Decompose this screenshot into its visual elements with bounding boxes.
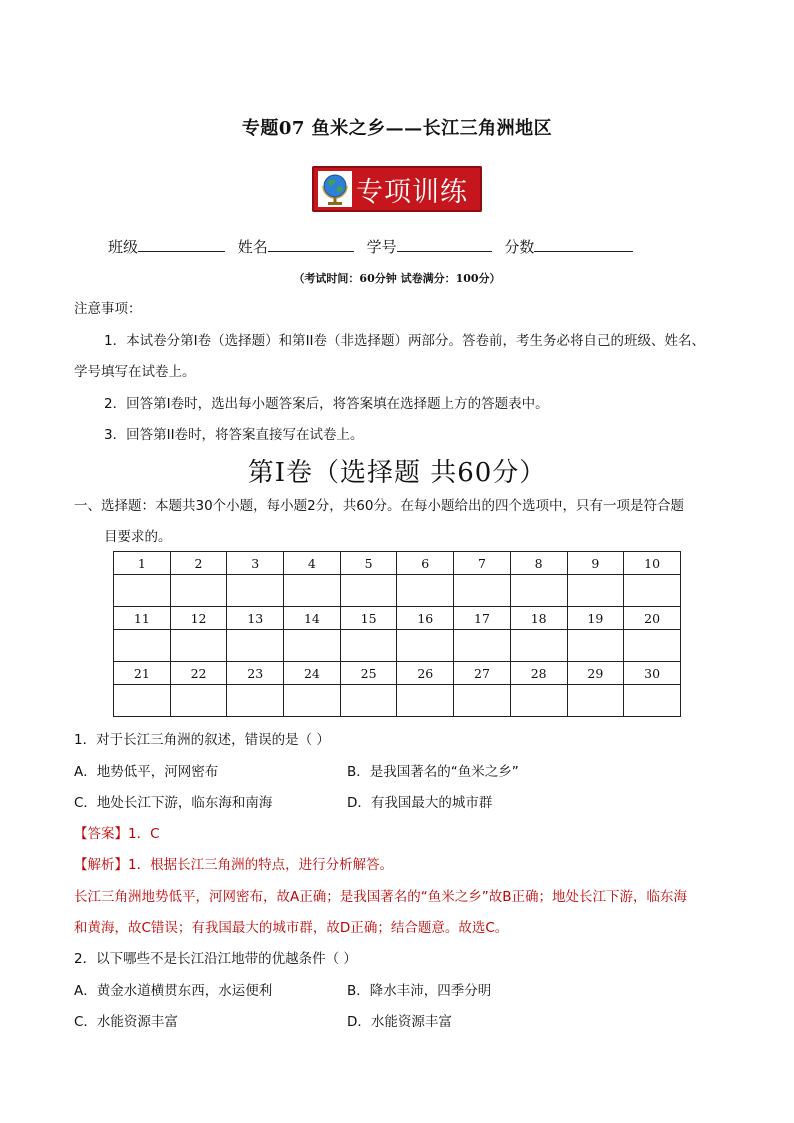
question-number-cell: 28 (510, 662, 567, 685)
question-number-cell: 11 (114, 607, 171, 630)
question-number-cell: 4 (284, 552, 341, 575)
answer-cell[interactable] (340, 630, 397, 662)
q1-explanation-line-2: 和黄海，故C错误；有我国最大的城市群，故D正确；结合题意。故选C。 (74, 920, 509, 936)
q2-stem: 2．以下哪些不是长江沿江地带的优越条件（ ） (74, 951, 357, 967)
answer-tag: 【答案】 (74, 826, 128, 842)
question-number-cell: 1 (114, 552, 171, 575)
answer-cell[interactable] (567, 630, 624, 662)
question-number-cell: 21 (114, 662, 171, 685)
q2-option-d: D．水能资源丰富 (347, 1014, 452, 1030)
answer-cell[interactable] (170, 685, 227, 717)
q2-option-b: B．降水丰沛，四季分明 (347, 983, 492, 999)
answer-cell[interactable] (284, 630, 341, 662)
notice-heading: 注意事项： (74, 301, 142, 317)
question-number-cell: 27 (454, 662, 511, 685)
answer-cell[interactable] (284, 575, 341, 607)
class-label: 班级 (108, 238, 139, 256)
answer-table-answer-row (114, 630, 681, 662)
answer-cell[interactable] (170, 630, 227, 662)
q1-stem: 1．对于长江三角洲的叙述，错误的是（ ） (74, 732, 330, 748)
notice-item-3: 3．回答第II卷时，将答案直接写在试卷上。 (104, 427, 364, 443)
question-number-cell: 26 (397, 662, 454, 685)
answer-table-answer-row (114, 575, 681, 607)
question-number-cell: 16 (397, 607, 454, 630)
answer-cell[interactable] (340, 685, 397, 717)
question-number-cell: 22 (170, 662, 227, 685)
question-number-cell: 23 (227, 662, 284, 685)
q1-option-c: C．地处长江下游，临东海和南海 (74, 795, 273, 811)
question-number-cell: 20 (624, 607, 681, 630)
question-number-cell: 29 (567, 662, 624, 685)
answer-cell[interactable] (170, 575, 227, 607)
answer-value: 1．C (128, 826, 160, 842)
answer-cell[interactable] (454, 575, 511, 607)
question-number-cell: 15 (340, 607, 397, 630)
analysis-text: 1．根据长江三角洲的特点，进行分析解答。 (128, 857, 394, 873)
question-number-cell: 5 (340, 552, 397, 575)
answer-cell[interactable] (567, 685, 624, 717)
answer-cell[interactable] (284, 685, 341, 717)
question-number-cell: 3 (227, 552, 284, 575)
answer-cell[interactable] (510, 630, 567, 662)
answer-cell[interactable] (454, 630, 511, 662)
notice-item-2: 2．回答第I卷时，选出每小题答案后，将答案填在选择题上方的答题表中。 (104, 396, 549, 412)
q1-option-a: A．地势低平，河网密布 (74, 764, 219, 780)
answer-cell[interactable] (114, 630, 171, 662)
student-info-fields (108, 236, 688, 257)
answer-cell[interactable] (114, 575, 171, 607)
student-id-blank[interactable] (397, 237, 492, 252)
name-label: 姓名 (237, 238, 268, 256)
answer-cell[interactable] (114, 685, 171, 717)
answer-cell[interactable] (624, 575, 681, 607)
answer-cell[interactable] (397, 685, 454, 717)
answer-cell[interactable] (227, 630, 284, 662)
analysis-tag: 【解析】 (74, 857, 128, 873)
section-title: 第I卷（选择题 共60分） (247, 458, 547, 488)
answer-cell[interactable] (227, 575, 284, 607)
question-number-cell: 6 (397, 552, 454, 575)
question-number-cell: 13 (227, 607, 284, 630)
answer-cell[interactable] (624, 685, 681, 717)
answer-table-number-row (114, 552, 681, 575)
exam-time-note: （考试时间：60分钟 试卷满分：100分） (293, 272, 501, 285)
q1-answer (74, 822, 160, 842)
answer-cell[interactable] (567, 575, 624, 607)
instruction-line-1: 一、选择题：本题共30个小题，每小题2分，共60分。在每小题给出的四个选项中，只有一项是符合题 (74, 498, 684, 514)
question-number-cell: 24 (284, 662, 341, 685)
question-number-cell: 10 (624, 552, 681, 575)
answer-table-number-row (114, 607, 681, 630)
name-blank[interactable] (268, 237, 354, 252)
answer-table-number-row (114, 662, 681, 685)
notice-item-1-line-2: 学号填写在试卷上。 (74, 364, 196, 380)
question-number-cell: 30 (624, 662, 681, 685)
special-training-banner (312, 166, 482, 212)
q1-option-b: B．是我国著名的“鱼米之乡” (347, 764, 519, 780)
student-id-label: 学号 (366, 238, 397, 256)
answer-cell[interactable] (454, 685, 511, 717)
q1-option-d: D．有我国最大的城市群 (347, 795, 493, 811)
answer-cell[interactable] (510, 685, 567, 717)
answer-cell[interactable] (624, 630, 681, 662)
q1-explanation-line-1: 长江三角洲地势低平，河网密布，故A正确；是我国著名的“鱼米之乡”故B正确；地处长江下游，临东海 (74, 889, 687, 905)
class-blank[interactable] (138, 237, 225, 252)
q2-option-a: A．黄金水道横贯东西，水运便利 (74, 983, 273, 999)
question-number-cell: 14 (284, 607, 341, 630)
answer-table-answer-row (114, 685, 681, 717)
answer-cell[interactable] (340, 575, 397, 607)
answer-cell[interactable] (227, 685, 284, 717)
question-number-cell: 12 (170, 607, 227, 630)
question-number-cell: 8 (510, 552, 567, 575)
score-blank[interactable] (534, 237, 633, 252)
question-number-cell: 7 (454, 552, 511, 575)
globe-icon (318, 171, 352, 207)
question-number-cell: 18 (510, 607, 567, 630)
question-number-cell: 17 (454, 607, 511, 630)
page-title: 专题07 鱼米之乡——长江三角洲地区 (241, 118, 553, 139)
answer-table (113, 551, 681, 717)
banner-text: 专项训练 (356, 177, 468, 208)
q1-analysis (74, 853, 393, 873)
question-number-cell: 19 (567, 607, 624, 630)
answer-cell[interactable] (397, 630, 454, 662)
answer-cell[interactable] (510, 575, 567, 607)
score-label: 分数 (504, 238, 535, 256)
question-number-cell: 9 (567, 552, 624, 575)
notice-item-1-line-1: 1．本试卷分第I卷（选择题）和第II卷（非选择题）两部分。答卷前，考生务必将自己的班级、姓名、 (104, 333, 706, 349)
q2-option-c: C．水能资源丰富 (74, 1014, 178, 1030)
question-number-cell: 2 (170, 552, 227, 575)
answer-cell[interactable] (397, 575, 454, 607)
question-number-cell: 25 (340, 662, 397, 685)
instruction-line-2: 目要求的。 (104, 529, 172, 545)
